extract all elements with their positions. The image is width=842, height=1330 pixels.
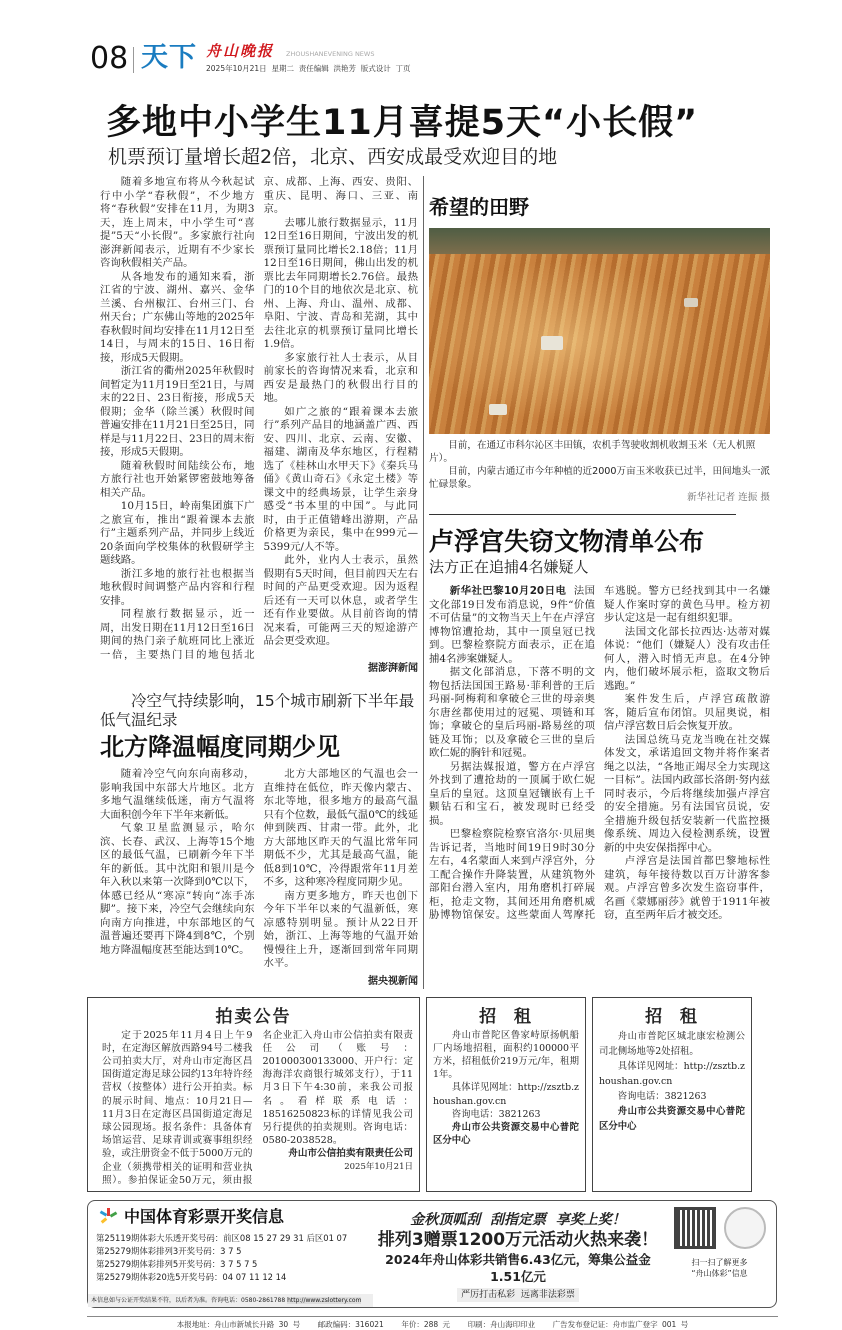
footer-info (87, 1316, 778, 1330)
main-row (87, 176, 778, 989)
headline-cold-wave: 北方降温幅度同期少见 (100, 733, 340, 761)
rent-website[interactable]: 具体详见网址：http://zsztb.zhoushan.gov.cn (599, 1060, 745, 1087)
paragraph: 南方更多地方，昨天也创下今年下半年以来的气温新低，寒凉感特别明显。预计从22日开始，浙江、上海等地的气温开始慢慢往上升，逐渐回到常年同期水平。 (263, 889, 418, 969)
paragraph: 另据法媒报道，警方在卢浮宫外找到了遭抢劫的一顶属于欧仁妮皇后的皇冠。这顶皇冠镶嵌有上千颗钻石和宝石，被发现时已经受损。 (429, 760, 595, 827)
dateline-louvre: 新华社巴黎10月20日电 (449, 585, 567, 597)
lottery-results (88, 1228, 373, 1288)
section-name: 天下 (141, 42, 197, 73)
paragraph: 案件发生后，卢浮宫疏散游客，随后宣布闭馆。贝屈奥说，相信卢浮宫数日后会恢复开放。 (604, 693, 770, 732)
disclaimer-text: 本信息如与公证开奖结果不符，以后者为准。咨询电话：0580-2861788 (91, 1296, 286, 1304)
paragraph: 同程旅行数据显示，近一周，出发日期在11月12日至16日期间的热门亲子航班同比上涨近一倍，主要热门目的地包括北京、成都、上海、西安、贵阳、重庆、昆明、海口、三亚、南京。 (100, 176, 418, 661)
auction-date: 2025年10月21日 (344, 1161, 413, 1172)
lottery-ad (87, 1200, 777, 1308)
caption-line: 目前，内蒙古通辽市今年种植的近2000万亩玉米收获已过半，田间地头一派忙碌景象。 (429, 466, 771, 490)
result-row: 第25279期体彩20选5开奖号码：04 07 11 12 14 (96, 1271, 287, 1282)
qr-row (674, 1207, 766, 1249)
headline-louvre: 卢浮宫失窃文物清单公布 (429, 527, 705, 556)
qr-caption-line: “舟山体彩”信息 (691, 1268, 748, 1278)
rent-phone: 咨询电话：3821263 (451, 1108, 541, 1120)
paragraph: 此外，业内人士表示，虽然假期有5天时间，但目前四天左右时间的产品更受欢迎。因为返程后还有一天可以休息，或者学生还有作业要做。从目前咨询的情况来看，可能两三天的短途游产品会更受欢迎。 (263, 554, 418, 647)
source-credit: 据澎湃新闻 (368, 663, 418, 674)
harvester (541, 336, 563, 350)
paragraph: 法国文化部长拉西达·达蒂对媒体说：“他们（嫌疑人）没有攻击任何人，潜入时悄无声息。在4分钟内，他们破坏展示柜，盗取文物后逃跑。” (604, 625, 770, 692)
qr-code[interactable] (674, 1207, 716, 1249)
forest-strip (429, 228, 770, 254)
paragraph: 卢浮宫是法国首都巴黎地标性建筑，每年接待数以百万计游客参观。卢浮宫曾多次发生盗窃事件，名画《蒙娜丽莎》就曾于1911年被窃，直至两年后才被交还。 (604, 855, 770, 921)
paragraph: 多家旅行社人士表示，从目前家长的咨询情况来看，北京和西安是最热门的秋假出行目的地。 (263, 351, 418, 404)
paragraph: 浙江省的衢州2025年秋假时间暂定为11月19日至21日，与周末的22日、23日衔接，形成5天假期；金华（除兰溪）秋假时间普遍安排在11月21日至25日，同样是与11月22日、23日的周末衔接，形成5天假期。 (100, 365, 255, 458)
paragraph: 去哪儿旅行数据显示，11月12日至16日期间，宁波出发的机票预订量同比增长2.18倍；11月12日至16日期间，佛山出发的机票比去年同期增长2.76倍。最热门的10个目的地依次是北京、杭州、上海、舟山、温州、成都、阜阳、宁波、青岛和芜湖，其中去往北京的机票预订量同比增长1.9倍。 (263, 216, 418, 350)
auction-company: 舟山市公信拍卖有限责任公司 (288, 1148, 413, 1160)
article-cold-wave-body (100, 768, 418, 971)
result-row: 第25119期体彩大乐透开奖号码：前区08 15 27 29 31 后区01 07 (96, 1232, 348, 1243)
subheadline-louvre: 法方正在追捕4名嫌疑人 (429, 558, 589, 576)
rent-org: 舟山市公共资源交易中心普陀区分中心 (433, 1121, 579, 1147)
paragraph: 北方大部地区的气温也会一直维持在低位，昨天像内蒙古、东北等地，很多地方的最高气温只有个位数，最低气温0℃的线延伸到陕西、甘肃一带。此外，北方大部地区昨天的气温比常年同期低不少，尤其是最高气温，能低8到10℃，冷得跟常年11月差不多，这种寒冷程度同期少见。 (263, 768, 418, 888)
auction-text: 定于2025年11月4日上午9时，在定海区解放西路94号二楼我公司拍卖大厅，对舟山市定海区昌国街道定海足球公园约13年特许经营权（按整体）进行公开拍卖。标的展示时间、地点：10月21日—11月3日在定海区昌国街道定海足球公园现场。报名条件：具备体育场馆运营、足球青训或赛事组织经验，或注册资金不低于5000万元的企业（须携带相关的证明和营业执照）。参拍保证金50万元，须由报名企业汇入舟山市公信拍卖有限责任公司（账号：201000300133000、开户行：定海海洋农商银行城郊支行），于11月3日下午4:30前，来我公司报名。看样联系电话：18516250823标的详情见我公司另行提供的拍卖规则。咨询电话：0580-2038528。 (102, 1029, 413, 1186)
rent-notice-1 (426, 997, 586, 1192)
result-row: 第25279期体彩排列3开奖号码：3 7 5 (96, 1245, 242, 1256)
section-rule (429, 514, 736, 515)
article-school-holiday-body (100, 176, 418, 662)
photo-credit: 新华社记者 连振 摄 (687, 492, 770, 503)
paragraph: 10月15日，岭南集团旗下广之旅宣布，推出“跟着课本去旅行”主题系列产品，并同步上线近20条面向学校集体的秋假研学主题线路。 (100, 500, 255, 566)
lottery-disclaimer (88, 1294, 373, 1307)
rent-text: 舟山市普陀区鲁家峙原扬帆船厂内场地招租，面积约100000平方米，招租低价219万元/年，租期1年。 (433, 1029, 579, 1081)
source-credit: 据央视新闻 (368, 975, 418, 987)
harvester (489, 404, 507, 415)
lottery-right (663, 1201, 776, 1307)
qr-caption (691, 1257, 747, 1279)
rent-phone: 咨询电话：3821263 (617, 1090, 707, 1102)
rent-org: 舟山市公共资源交易中心普陀区分中心 (599, 1105, 745, 1132)
lottery-slogan: 金秋顶呱刮 刮指定票 享奖上奖！ (410, 1211, 626, 1228)
auction-notice (87, 997, 420, 1192)
paragraph: 随着冷空气向东向南移动，影响我国中东部大片地区。北方多地气温继续低迷，南方气温将大面积创今年下半年来新低。 (100, 768, 255, 821)
rent-text: 舟山市普陀区城北康宏检测公司北侧场地等2处招租。 (599, 1030, 745, 1057)
rent-title: 招 租 (479, 1006, 533, 1027)
paragraph: 浙江多地的旅行社也根据当地秋假时间调整产品内容和行程安排。 (100, 567, 255, 607)
lead-text: 法国文化部19日发布消息说，9件“价值不可估量”的文物当天上午在卢浮宫博物馆遭抢劫，其中一顶皇冠已找到。巴黎检察院方面表示，正在追捕4名涉案嫌疑人。 (429, 585, 596, 665)
paragraph: 随着秋假时间陆续公布，地方旅行社也开始紧锣密鼓地筹备相关产品。 (100, 459, 255, 499)
lottery-promo: 排列3赠票1200万元活动火热来袭！ (377, 1229, 659, 1250)
lottery-title: 中国体育彩票开奖信息 (124, 1206, 285, 1226)
newspaper-logo: 舟山晚报 (206, 42, 275, 60)
paragraph: 随着多地宣布将从今秋起试行中小学“春秋假”，不少地方将“春秋假”安排在11月，为期3天，连上周末，中小学生可“喜提”5天“小长假”。多家旅行社向澎湃新闻表示，近期有不少家长咨询秋假相关产品。 (100, 176, 255, 269)
paragraph: 气象卫星监测显示，哈尔滨、长春、武汉、上海等15个地区的最低气温，已刷新今年下半年的新低。其中沈阳和银川是今年入秋以来第一次降到0℃以下，体感已经从“寒凉”转向“冻手冻脚”。接下来，冷空气会继续向东向南方向推进，中东部地区的气温普遍还要再下降4到8℃，个别地方降温幅度甚至能达到10℃。 (100, 822, 255, 956)
subheadline-school-holiday: 机票预订量增长超2倍，北京、西安成最受欢迎目的地 (108, 146, 558, 168)
paragraph: 巴黎检察院检察官洛尔·贝屈奥告诉记者，当地时间19日9时30分左右，4名蒙面人来到卢浮宫外，分工配合操作升降装置，从建筑物外部阳台潜入室内，用角磨机打碎展柜，抢走文物，其间还用角磨机威胁博物馆保安。这些蒙面人驾摩托车逃脱。警方已经找到其中一名嫌疑人作案时穿的黄色马甲。检方初步认定这是一起有组织犯罪。 (429, 585, 770, 921)
rent-notice-2 (592, 997, 752, 1192)
lottery-left (88, 1201, 373, 1307)
photo-caption (429, 439, 770, 504)
paragraph: 法国总统马克龙当晚在社交媒体发文，承诺追回文物并将作案者绳之以法，“各地正竭尽全力实现这一目标”。法国内政部长洛朗·努内兹同时表示，今后将继续加强卢浮宫的安全措施。另有法国官员说，安全措施升级包括安装新一代监控摄像系统、周边入侵检测系统，设置新的中央安保指挥中心。 (604, 733, 770, 854)
lottery-center (373, 1201, 663, 1307)
paragraph: 从各地发布的通知来看，浙江省的宁波、湖州、嘉兴、金华兰溪、台州椒江、台州三门、台州天台；广东佛山等地的2025年春秋假时间均安排在11月12日至14日，与周末的15日、16日衔接，形成5天假期。 (100, 270, 255, 364)
harvester (684, 298, 698, 307)
paragraph: 据文化部消息，下落不明的文物包括法国国王路易·菲利普的王后玛丽-阿梅莉和拿破仑三世的母亲奥尔唐丝都使用过的冠冕、项链和耳饰；拿破仑的皇后玛丽-路易丝的项链及耳饰；以及拿破仑三世的皇后欧仁妮的胸针和冠冕。 (429, 666, 595, 759)
lottery-logo-icon (98, 1208, 118, 1226)
lottery-warning: 严厉打击私彩 远离非法彩票 (457, 1288, 579, 1302)
article-louvre-body (429, 585, 770, 923)
rent-title: 招 租 (645, 1006, 699, 1027)
footer-license: 广告发布登记证：舟市监广登字 001 号 (552, 1319, 689, 1329)
lottery-stats: 2024年舟山体彩共销售6.43亿元，筹集公益金1.51亿元 (385, 1251, 651, 1284)
notices-row (87, 997, 778, 1192)
left-column (100, 176, 418, 989)
paragraph (429, 585, 595, 666)
footer-address: 本报地址：舟山市新城长升路 30 号 (176, 1319, 301, 1329)
page-content (87, 176, 778, 1330)
footer-postcode: 邮政编码：316021 (317, 1319, 384, 1329)
rent-body (433, 1029, 579, 1148)
zhoushan-lottery-badge-icon (724, 1207, 766, 1249)
logo-english: ZHOUSHANEVENING NEWS (286, 50, 375, 58)
kicker-cold-wave: 冷空气持续影响，15个城市刷新下半年最低气温纪录 (100, 692, 415, 729)
footer-printer: 印刷：舟山海印印业 (467, 1319, 536, 1329)
rent-website[interactable]: 具体详见网址：http://zsztb.zhoushan.gov.cn (433, 1082, 579, 1107)
caption-line: 目前，在通辽市科尔沁区丰田镇，农机手驾驶收割机收割玉米（无人机照片）。 (429, 440, 756, 464)
cornfield-harvest-photo (429, 228, 770, 434)
lottery-header (88, 1201, 373, 1228)
auction-body (94, 1029, 413, 1187)
rent-body (599, 1029, 745, 1134)
headline-school-holiday: 多地中小学生11月喜提5天“小长假” (106, 103, 699, 143)
qr-caption-line: 扫一扫了解更多 (691, 1257, 748, 1267)
dateline: 2025年10月21日 星期二 责任编辑 洪艳芳 版式设计 丁页 (206, 64, 411, 73)
auction-title: 拍卖公告 (215, 1006, 292, 1027)
header-divider (133, 47, 134, 73)
photo-title: 希望的田野 (429, 195, 529, 219)
page-number: 08 (90, 41, 129, 76)
right-column (423, 176, 773, 989)
paragraph: 如广之旅的“跟着课本去旅行”系列产品目的地涵盖广西、西安、四川、北京、云南、安徽、福建、湖南及华东地区，行程精选了《桂林山水甲天下》《秦兵马俑》《黄山奇石》《永定土楼》等课文中的经典场景，让学生亲身感受“书本里的中国”。与此同时，由于正值错峰出游期，产品价格更为亲民，集中在999元—5399元/人不等。 (263, 405, 418, 553)
lottery-url[interactable]: http://www.zslottery.com (287, 1296, 362, 1304)
result-row: 第25279期体彩排列5开奖号码：3 7 5 7 5 (96, 1258, 258, 1269)
footer-price: 年价：288 元 (401, 1319, 451, 1329)
